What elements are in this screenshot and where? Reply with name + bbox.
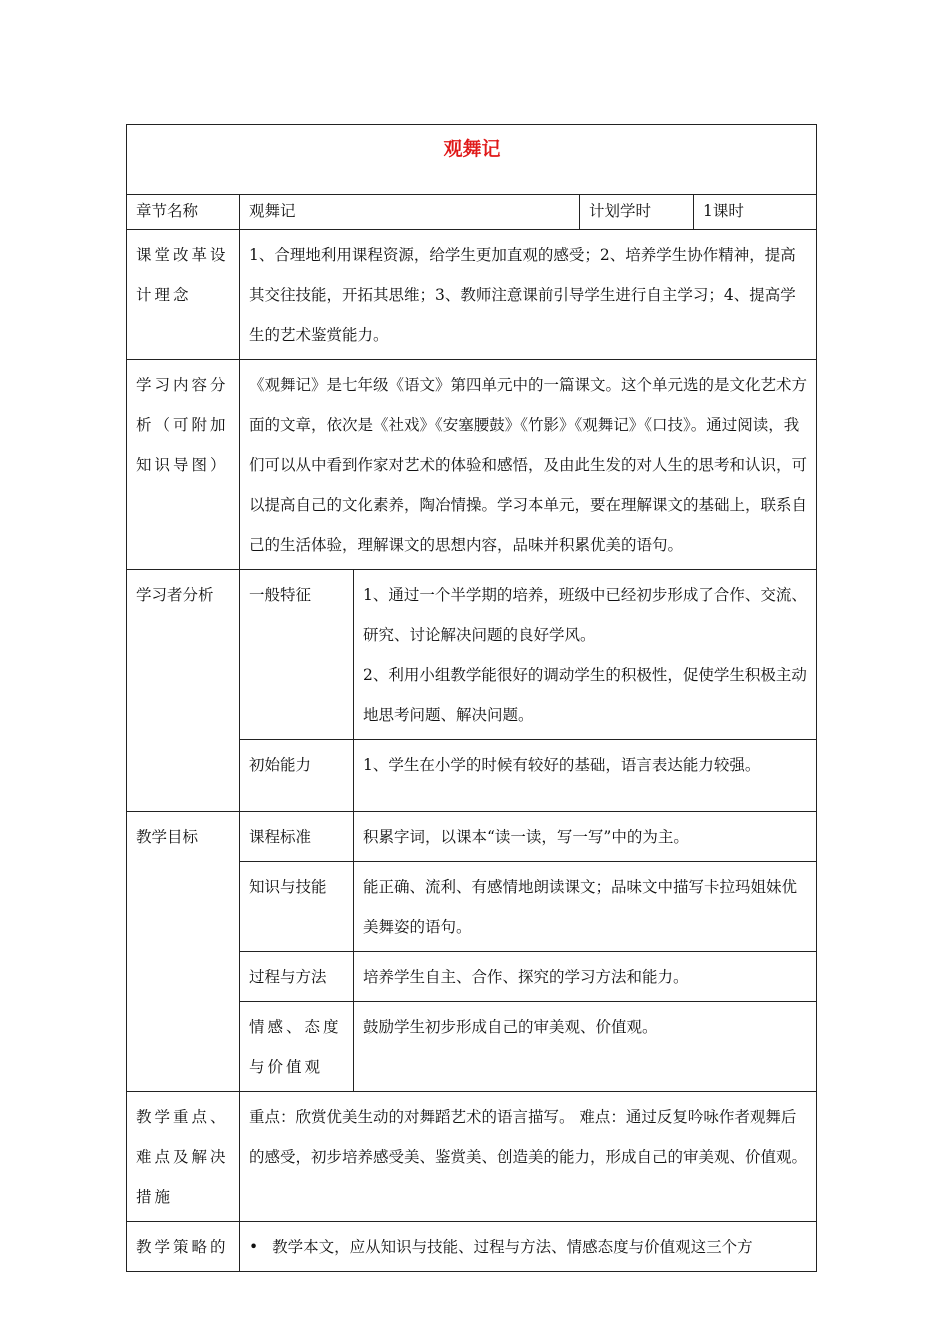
general-label: 一般特征: [240, 570, 354, 740]
chapter-label: 章节名称: [127, 195, 240, 230]
goal-label-1: 课程标准: [240, 812, 354, 862]
keypoints-label: 教学重点、难点及解决措施: [127, 1092, 240, 1222]
keypoints-row: [127, 1092, 817, 1222]
strategy-row: [127, 1222, 817, 1272]
general-content: [354, 570, 817, 740]
lesson-plan-table: [126, 124, 817, 1272]
bullet-icon: •: [249, 1238, 259, 1256]
strategy-label: 教学策略的: [127, 1222, 240, 1272]
strategy-content-cell: [240, 1222, 817, 1272]
general-item-1: 1、通过一个半学期的培养，班级中已经初步形成了合作、交流、研究、讨论解决问题的良好学风。: [363, 586, 807, 644]
concept-content: 1、合理地利用课程资源，给学生更加直观的感受；2、培养学生协作精神，提高其交往技能，开拓其思维；3、教师注意课前引导学生进行自主学习；4、提高学生的艺术鉴赏能力。: [240, 230, 817, 360]
learner-general-row: [127, 570, 817, 740]
goal-label-2: 知识与技能: [240, 862, 354, 952]
goal-text-3: 培养学生自主、合作、探究的学习方法和能力。: [354, 952, 817, 1002]
learner-label: 学习者分析: [127, 570, 240, 812]
goal-text-1: 积累字词，以课本“读一读，写一写”中的为主。: [354, 812, 817, 862]
chapter-value: 观舞记: [240, 195, 580, 230]
content-analysis: 《观舞记》是七年级《语文》第四单元中的一篇课文。这个单元选的是文化艺术方面的文章，依次是《社戏》《安塞腰鼓》《竹影》《观舞记》《口技》。通过阅读，我们可以从中看到作家对艺术的体验和感悟，及由此生发的对人生的思考和认识，可以提高自己的文化素养，陶冶情操。学习本单元，要在理解课文的基础上，联系自己的生活体验，理解课文的思想内容，品味并积累优美的语句。: [240, 360, 817, 570]
hours-label: 计划学时: [580, 195, 694, 230]
chapter-row: [127, 195, 817, 230]
title-row: [127, 125, 817, 195]
goal-label-3: 过程与方法: [240, 952, 354, 1002]
initial-content: 1、学生在小学的时候有较好的基础，语言表达能力较强。: [354, 740, 817, 812]
strategy-content: 教学本文，应从知识与技能、过程与方法、情感态度与价值观这三个方: [272, 1238, 753, 1256]
goal-row-1: [127, 812, 817, 862]
hours-value: 1课时: [694, 195, 817, 230]
content-row: [127, 360, 817, 570]
goal-label-4: 情感、态度与价值观: [240, 1002, 354, 1092]
general-item-2: 2、利用小组教学能很好的调动学生的积极性，促使学生积极主动地思考问题、解决问题。: [363, 666, 807, 724]
concept-label: 课堂改革设计理念: [127, 230, 240, 360]
content-label: 学习内容分析（可附加知识导图）: [127, 360, 240, 570]
document-title: 观舞记: [443, 138, 501, 160]
goal-text-2: 能正确、流利、有感情地朗读课文；品味文中描写卡拉玛姐妹优美舞姿的语句。: [354, 862, 817, 952]
goals-label: 教学目标: [127, 812, 240, 1092]
initial-label: 初始能力: [240, 740, 354, 812]
concept-row: [127, 230, 817, 360]
goal-text-4: 鼓励学生初步形成自己的审美观、价值观。: [354, 1002, 817, 1092]
keypoints-content: 重点：欣赏优美生动的对舞蹈艺术的语言描写。 难点：通过反复吟咏作者观舞后的感受，初步培养感受美、鉴赏美、创造美的能力，形成自己的审美观、价值观。: [240, 1092, 817, 1222]
title-cell: [127, 125, 817, 195]
